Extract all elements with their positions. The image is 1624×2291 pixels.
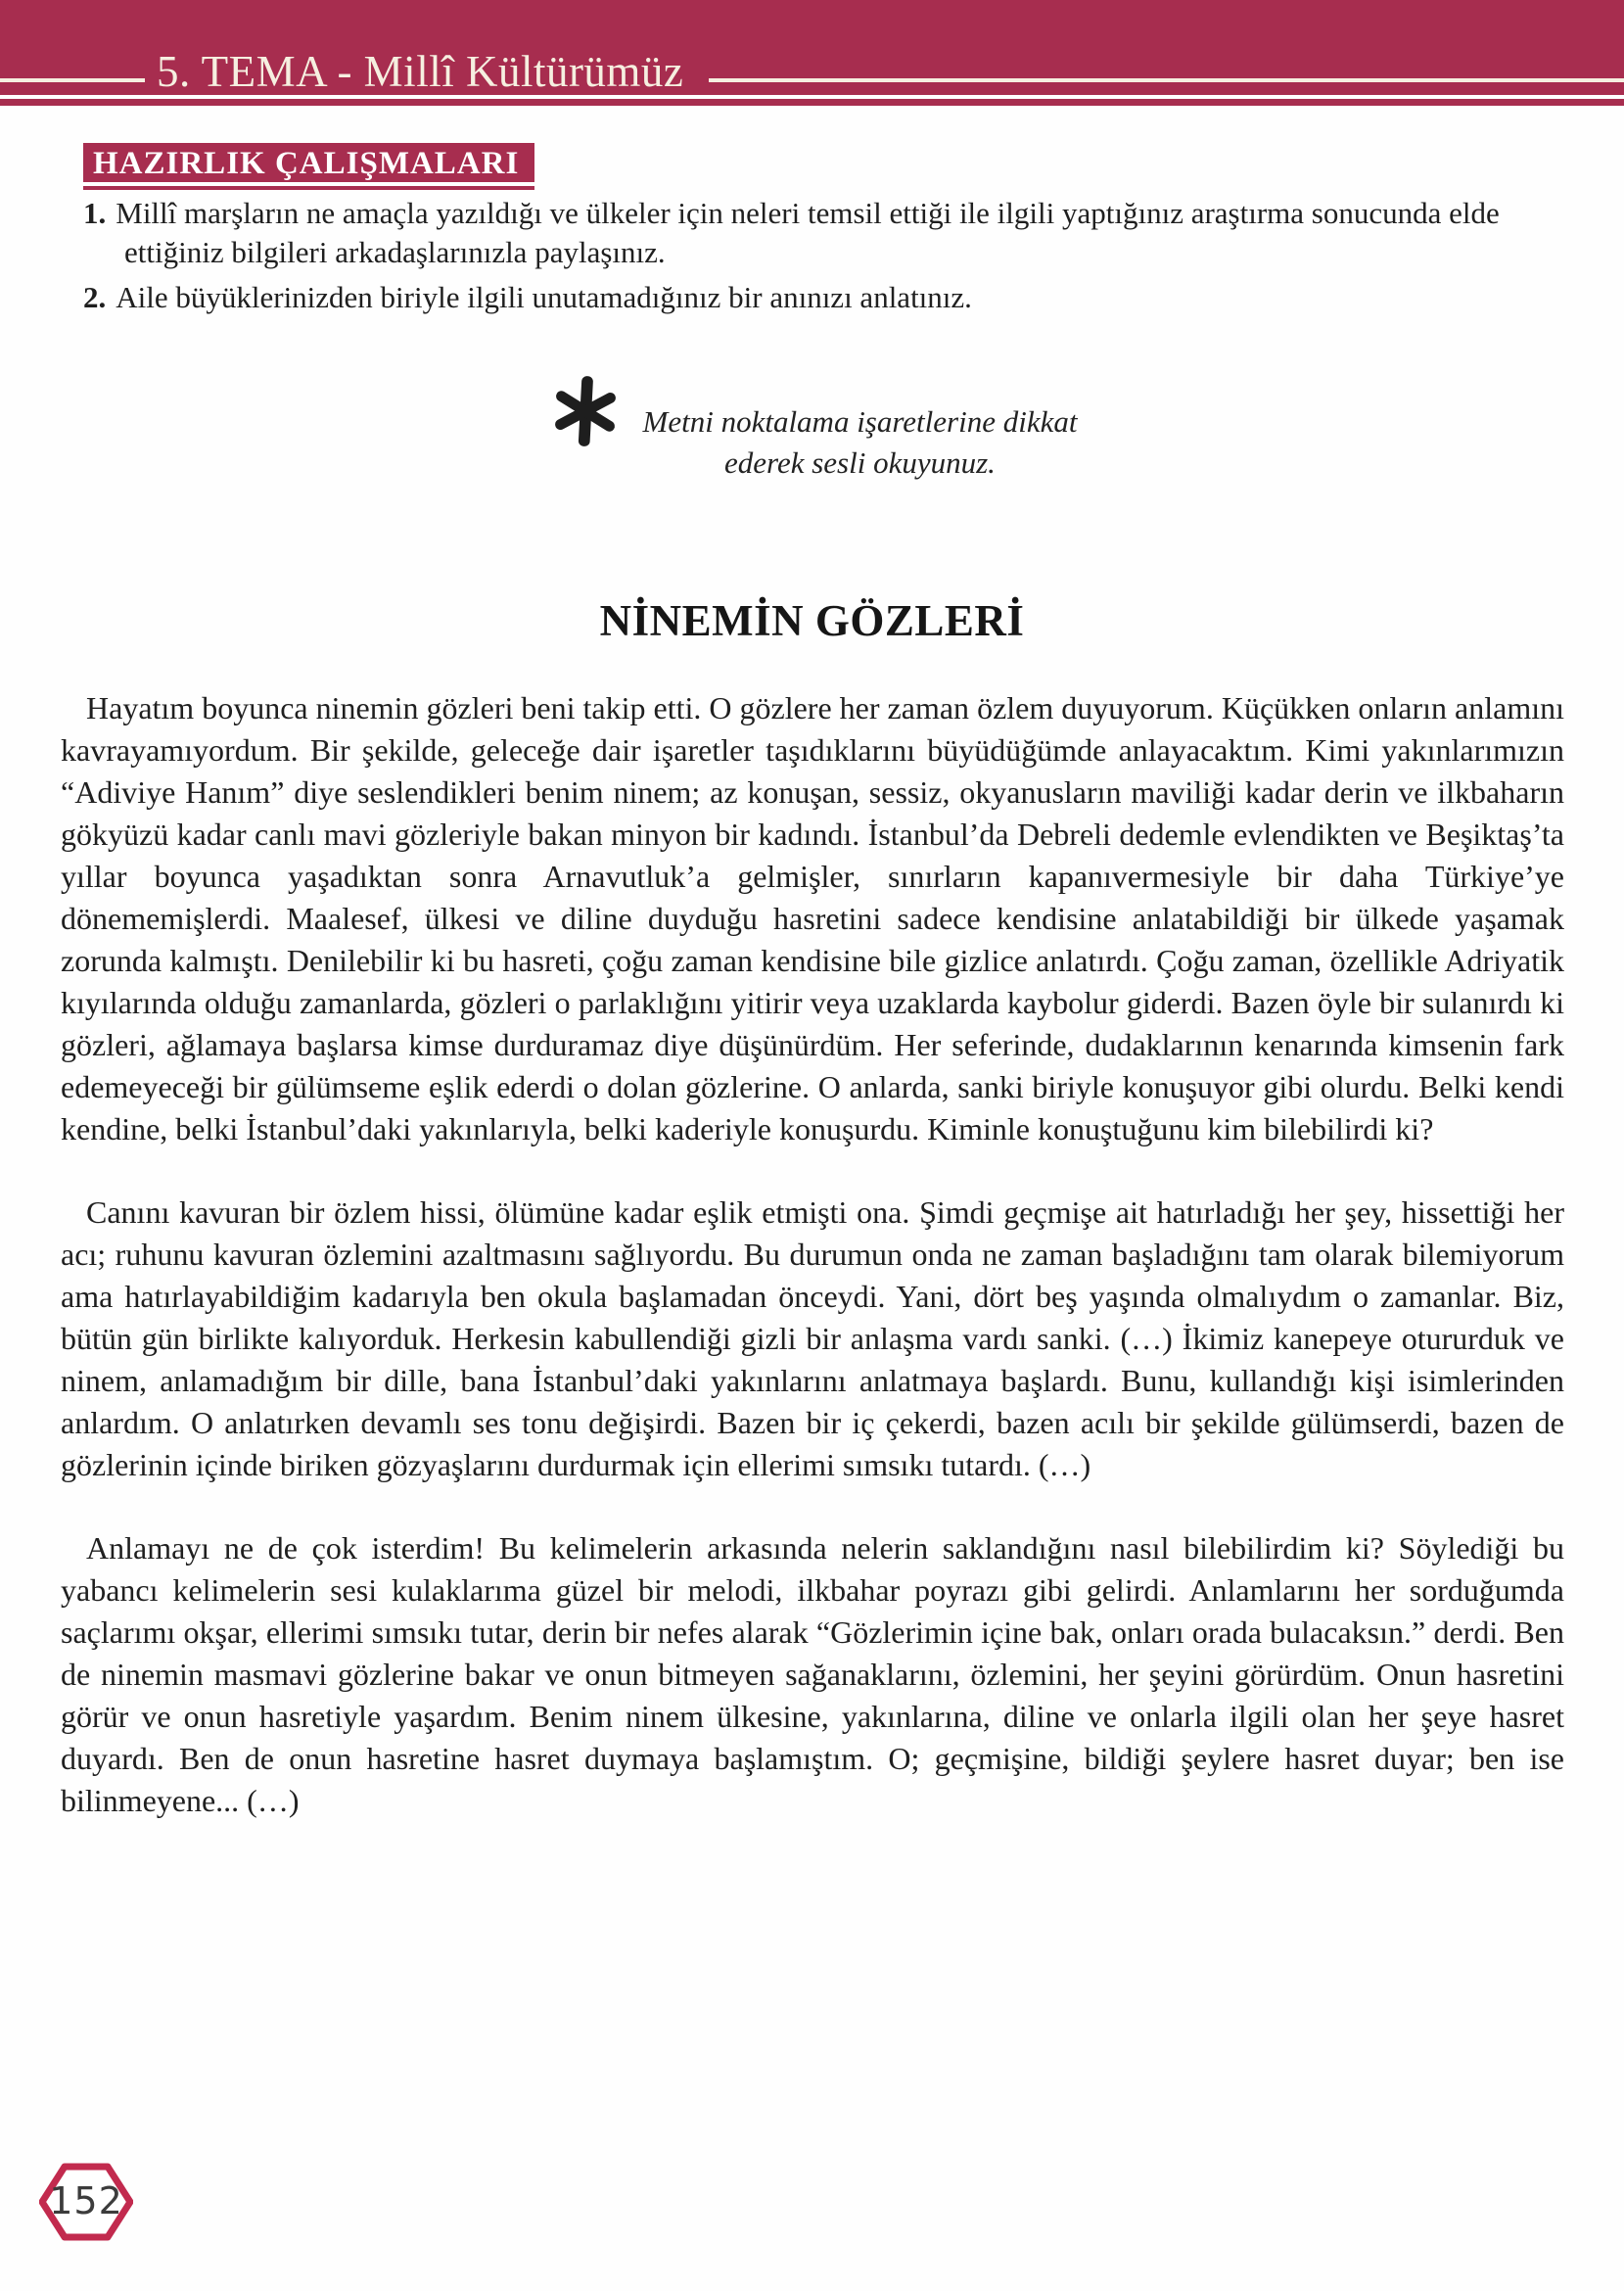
list-item [83,194,1522,272]
article-paragraph: Canını kavuran bir özlem hissi, ölümüne kadar eşlik etmişti ona. Şimdi geçmişe ait hatırladığı her şey, hissettiği her acı; ruhunu kavuran özlemini azaltmasını sağlıyordu. Bu durumun onda ne zaman başladığını tam olarak bilemiyorum ama hatırlayabildiğim kadarıyla ben okula başlamadan önceydi. Yani, dört beş yaşında olmalıydım o zamanlar. Biz, bütün gün birlikte kalıyorduk. Herkesin kabullendiği gizli bir anlaşma vardı sanki. (…) İkimiz kanepeye otururduk ve ninem, anlamadığım bir dille, bana İstanbul’daki yakınlarını anlatmaya başlardı. Bunu, kullandığı kişi isimlerinden anlardım. O anlatırken devamlı ses tonu değişirdi. Bazen bir iç çekerdi, bazen acılı bir şekilde gülümserdi, bazen de gözlerinin içinde biriken gözyaşlarını durdurmak için ellerimi sımsıkı tutardı. (…) [61,1194,1564,1482]
item-number: 1. [83,196,107,230]
heavy-asterisk-icon [547,372,624,455]
article-paragraph: Anlamayı ne de çok isterdim! Bu kelimelerin arkasında nelerin saklandığını nasıl bilebilirdim ki? Söylediği bu yabancı kelimelerin sesi kulaklarıma güzel bir melodi, ilkbahar poyrazı gibi gelirdi. Anlamlarını her sorduğumda saçlarımı okşar, ellerimi sımsıkı tutar, derin bir nefes alarak “Gözlerimin içine bak, onları orada bulacaksın.” derdi. Ben de ninemin masmavi gözlerine bakar ve onun bitmeyen sağanaklarını, özlemini, her şeyini görürdüm. Onun hasretini görür ve onun hasretiyle yaşardım. Benim ninem ülkesine, yakınlarına, diline ve onlarla ilgili olan her şeye hasret duyardı. Ben de onun hasretine hasret duymaya başlamıştım. O; geçmişine, bildiği şeylere hasret duyar; ben ise bilinmeyene... (…) [61,1530,1564,1818]
list-item [83,278,1522,317]
prep-list [83,194,1522,323]
note-line-2: ederek sesli okuyunuz. [724,445,996,480]
header-underline-stripe [0,99,1624,106]
theme-title: 5. TEMA - Millî Kültürümüz [157,47,684,96]
header-rule-left [0,78,145,82]
header-band [0,0,1624,95]
read-aloud-note [0,370,1624,484]
item-text: Aile büyüklerinizden biriyle ilgili unutamadığınız bir anınızı anlatınız. [116,280,972,314]
item-number: 2. [83,280,107,314]
article-title: NİNEMİN GÖZLERİ [599,596,1025,645]
prep-heading: HAZIRLIK ÇALIŞMALARI [83,143,534,190]
note-line-1: Metni noktalama işaretlerine dikkat [642,404,1078,439]
page-number: 152 [49,2179,123,2223]
header-rule-right [709,78,1624,82]
page-number-badge [39,2160,133,2244]
article-body [61,687,1564,1863]
article-paragraph: Hayatım boyunca ninemin gözleri beni takip etti. O gözlere her zaman özlem duyuyorum. Küçükken onların anlamını kavrayamıyordum. Bir şekilde, geleceğe dair işaretler taşıdıklarını büyüdüğümde anlayacaktım. Kimi yakınlarımızın “Adiviye Hanım” diye seslendikleri benim ninem; az konuşan, sessiz, okyanusların maviliği kadar derin ve ilkbaharın gökyüzü kadar canlı mavi gözleriyle bakan minyon bir kadındı. İstanbul’da Debreli dedemle evlendikten ve Beşiktaş’ta yıllar boyunca yaşadıktan sonra Arnavutluk’a gelmişler, sınırların kapanıvermesiyle bir daha Türkiye’ye dönememişlerdi. Maalesef, ülkesi ve diline duyduğu hasretini sadece kendisine anlatabildiği bir ülkede yaşamak zorunda kalmıştı. Denilebilir ki bu hasreti, çoğu zaman kendisine bile gizlice anlatırdı. Çoğu zaman, özellikle Adriyatik kıyılarında olduğu zamanlarda, gözleri o parlaklığını yitirir veya uzaklarda kaybolur giderdi. Bazen öyle bir sulanırdı ki gözleri, ağlamaya başlarsa kimse durduramaz diye düşünürdüm. Her seferinde, dudaklarının kenarında kimsenin fark edemeyeceği bir gülümseme eşlik ederdi o dolan gözlerine. O anlarda, sanki biriyle konuşuyor gibi olurdu. Belki kendi kendine, belki İstanbul’daki yakınlarıyla, belki kaderiyle konuşurdu. Kiminle konuştuğunu kim bilebilirdi ki? [61,690,1564,1146]
item-text: Millî marşların ne amaçla yazıldığı ve ülkeler için neleri temsil ettiği ile ilgili yaptığınız araştırma sonucunda elde ettiğiniz bilgileri arkadaşlarınızla paylaşınız. [116,196,1500,269]
note-text [643,401,1078,484]
